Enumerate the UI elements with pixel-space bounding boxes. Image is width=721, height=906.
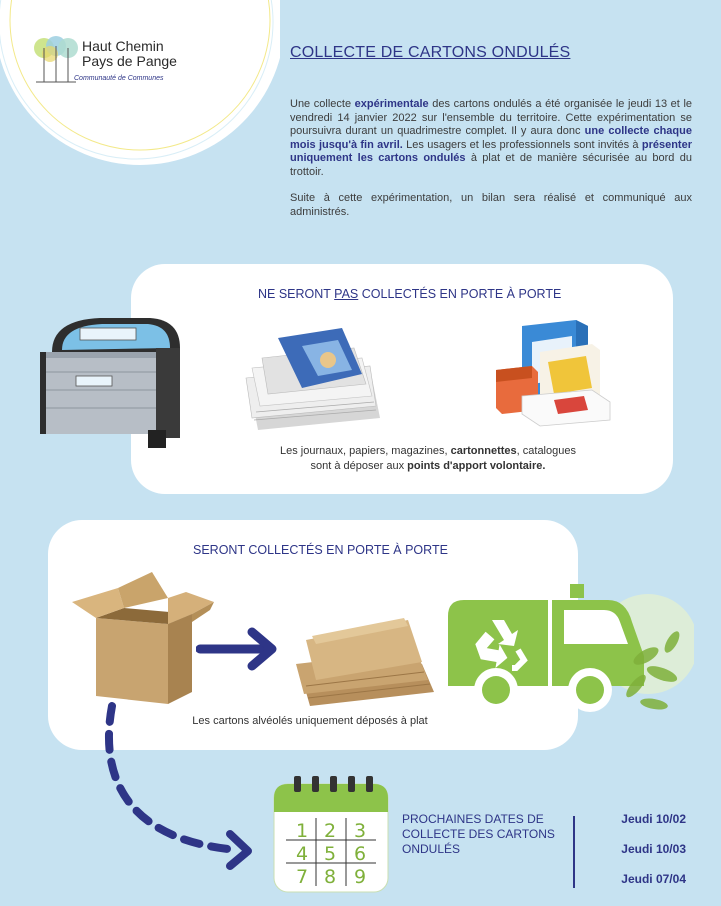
not-collected-caption (236, 444, 620, 474)
logo-line2: Pays de Pange (82, 53, 177, 69)
intro-text (290, 98, 692, 232)
divider (573, 816, 575, 888)
calendar-number: 6 (354, 843, 367, 865)
open-cardboard-box-illustration (68, 568, 216, 710)
intro-paragraph-1: Une collecte expérimentale des cartons ondulés a été organisée le jeudi 13 et le vendredi 14 janvier 2022 sur l'ensemble du territoire. Cette expérimentation se poursuivra durant un quadrimestre complet. Il y aura donc une collecte chaque mois jusqu'à fin avril. Les usagers et les professionnels sont invités à présenter uniquement les cartons ondulés à plat et de manière sécurisée au bord du trottoir. (290, 98, 693, 178)
date-item: Jeudi 10/03 (621, 842, 686, 856)
next-dates-list (590, 812, 686, 892)
collected-caption: Les cartons alvéolés uniquement déposés à plat (192, 715, 428, 727)
calendar-number: 2 (324, 820, 337, 842)
recycling-truck-illustration (440, 582, 694, 732)
collected-heading: SERONT COLLECTÉS EN PORTE À PORTE (193, 543, 448, 557)
intro-paragraph-2: Suite à cette expérimentation, un bilan sera réalisé et communiqué aux administrés. (290, 192, 692, 218)
not-collected-caption-line1: Les journaux, papiers, magazines, cartonnettes, catalogues (280, 445, 576, 457)
calendar-icon (272, 774, 392, 896)
calendar-number: 1 (296, 820, 309, 842)
calendar-number: 4 (296, 843, 309, 865)
not-collected-caption-line2: sont à déposer aux points d'apport volontaire. (310, 460, 546, 472)
logo (32, 34, 192, 90)
calendar-number: 9 (354, 866, 367, 888)
calendar-number: 8 (324, 866, 337, 888)
not-collected-heading: NE SERONT PAS COLLECTÉS EN PORTE À PORTE (258, 287, 562, 301)
date-item: Jeudi 10/02 (621, 812, 686, 826)
logo-subtitle: Communauté de Communes (74, 75, 164, 82)
cardboard-packaging-illustration (492, 318, 622, 428)
flattened-cardboard-illustration (292, 606, 440, 710)
next-dates-title: PROCHAINES DATES DE COLLECTE DES CARTONS ONDULÉS (402, 812, 555, 856)
calendar-number: 5 (324, 843, 337, 865)
date-item: Jeudi 07/04 (621, 872, 686, 886)
page-title: COLLECTE DE CARTONS ONDULÉS (290, 44, 571, 61)
arrow-right-icon (196, 624, 286, 674)
logo-line1: Haut Chemin (82, 38, 164, 54)
recycling-bin-illustration (40, 312, 186, 452)
magazines-pile-illustration (242, 318, 384, 436)
calendar-number: 3 (354, 820, 367, 842)
dashed-curved-arrow-icon (90, 700, 270, 870)
calendar-number: 7 (296, 866, 309, 888)
